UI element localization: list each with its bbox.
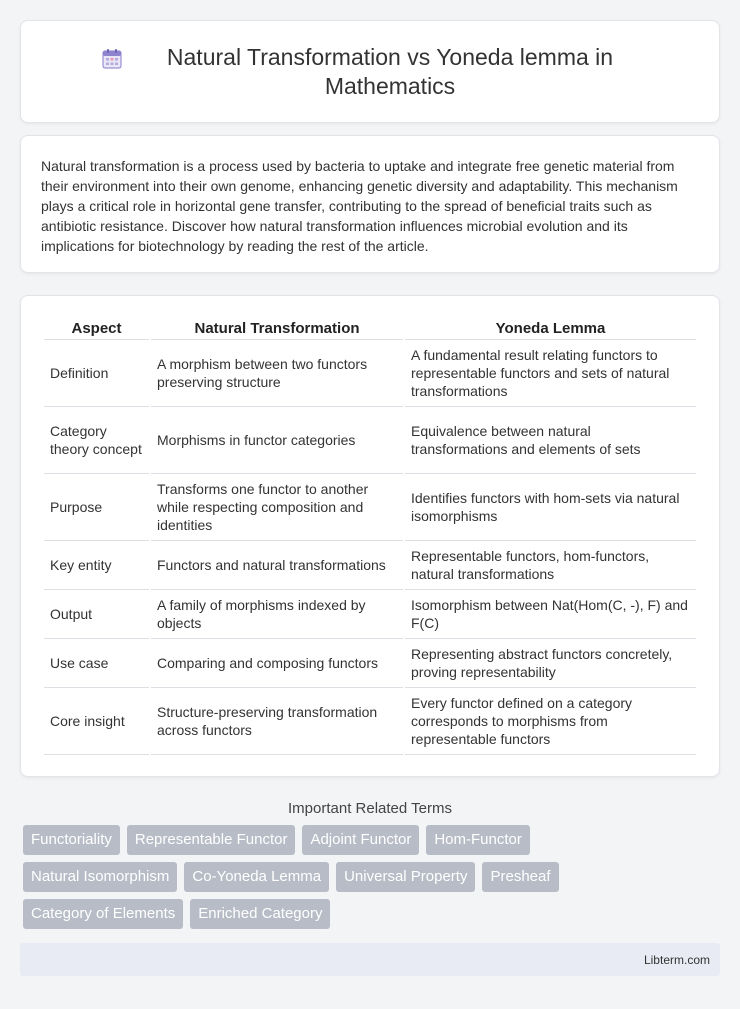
related-terms-title: Important Related Terms	[288, 800, 452, 817]
row-yoneda-lemma: A fundamental result relating functors to representable functors and sets of natural transformations	[405, 340, 696, 407]
row-yoneda-lemma: Representing abstract functors concretely, proving representability	[405, 639, 696, 688]
row-natural-transformation: Morphisms in functor categories	[151, 407, 403, 474]
page-title: Natural Transformation vs Yoneda lemma in Mathematics	[166, 43, 614, 99]
intro-paragraph: Natural transformation is a process used by bacteria to uptake and integrate free genetic material from their environment into their own genome, enhancing genetic diversity and adaptability. This mechanism plays a critical role in horizontal gene transfer, contributing to the spread of beneficial traits such as antibiotic resistance. Discover how natural transformation influences microbial evolution and its implications for biotechnology by reading the rest of the article.	[41, 158, 678, 254]
row-aspect: Use case	[44, 639, 149, 688]
row-aspect: Category theory concept	[44, 407, 149, 474]
title-wrap	[100, 43, 640, 101]
term-tag-natural-isomorphism[interactable]: Natural Isomorphism	[23, 862, 177, 892]
row-yoneda-lemma: Isomorphism between Nat(Hom(C, -), F) and F(C)	[405, 590, 696, 639]
table-row	[44, 474, 696, 541]
row-yoneda-lemma: Equivalence between natural transformations and elements of sets	[405, 407, 696, 474]
row-natural-transformation: A morphism between two functors preserving structure	[151, 340, 403, 407]
term-tag-enriched-category[interactable]: Enriched Category	[190, 899, 330, 929]
row-yoneda-lemma: Identifies functors with hom-sets via natural isomorphisms	[405, 474, 696, 541]
header-card	[20, 20, 720, 123]
term-tag-universal-property[interactable]: Universal Property	[336, 862, 475, 892]
term-tag-adjoint-functor[interactable]: Adjoint Functor	[302, 825, 419, 855]
table-row	[44, 407, 696, 474]
row-natural-transformation: Functors and natural transformations	[151, 541, 403, 590]
row-aspect: Purpose	[44, 474, 149, 541]
term-tag-category-of-elements[interactable]: Category of Elements	[23, 899, 183, 929]
row-aspect: Core insight	[44, 688, 149, 755]
comparison-table	[42, 316, 698, 755]
row-aspect: Key entity	[44, 541, 149, 590]
term-tag-representable-functor[interactable]: Representable Functor	[127, 825, 296, 855]
table-row	[44, 639, 696, 688]
term-tag-co-yoneda-lemma[interactable]: Co-Yoneda Lemma	[184, 862, 329, 892]
row-aspect: Definition	[44, 340, 149, 407]
row-natural-transformation: Transforms one functor to another while respecting composition and identities	[151, 474, 403, 541]
calendar-icon	[100, 47, 124, 71]
table-row	[44, 688, 696, 755]
footer	[20, 943, 720, 976]
footer-site-link[interactable]: Libterm.com	[643, 952, 710, 967]
intro-card	[20, 135, 720, 273]
related-terms-list	[20, 825, 620, 929]
table-row	[44, 340, 696, 407]
term-tag-functoriality[interactable]: Functoriality	[23, 825, 120, 855]
comparison-card	[20, 295, 720, 777]
row-natural-transformation: Structure-preserving transformation across functors	[151, 688, 403, 755]
row-aspect: Output	[44, 590, 149, 639]
term-tag-presheaf[interactable]: Presheaf	[482, 862, 558, 892]
term-tag-hom-functor[interactable]: Hom-Functor	[426, 825, 530, 855]
row-yoneda-lemma: Representable functors, hom-functors, natural transformations	[405, 541, 696, 590]
header-yoneda-lemma: Yoneda Lemma	[405, 316, 696, 340]
header-aspect: Aspect	[44, 316, 149, 340]
table-row	[44, 541, 696, 590]
row-natural-transformation: Comparing and composing functors	[151, 639, 403, 688]
header-natural-transformation: Natural Transformation	[151, 316, 403, 340]
row-natural-transformation: A family of morphisms indexed by objects	[151, 590, 403, 639]
row-yoneda-lemma: Every functor defined on a category corresponds to morphisms from representable functors	[405, 688, 696, 755]
table-header-row	[44, 316, 696, 340]
table-row	[44, 590, 696, 639]
